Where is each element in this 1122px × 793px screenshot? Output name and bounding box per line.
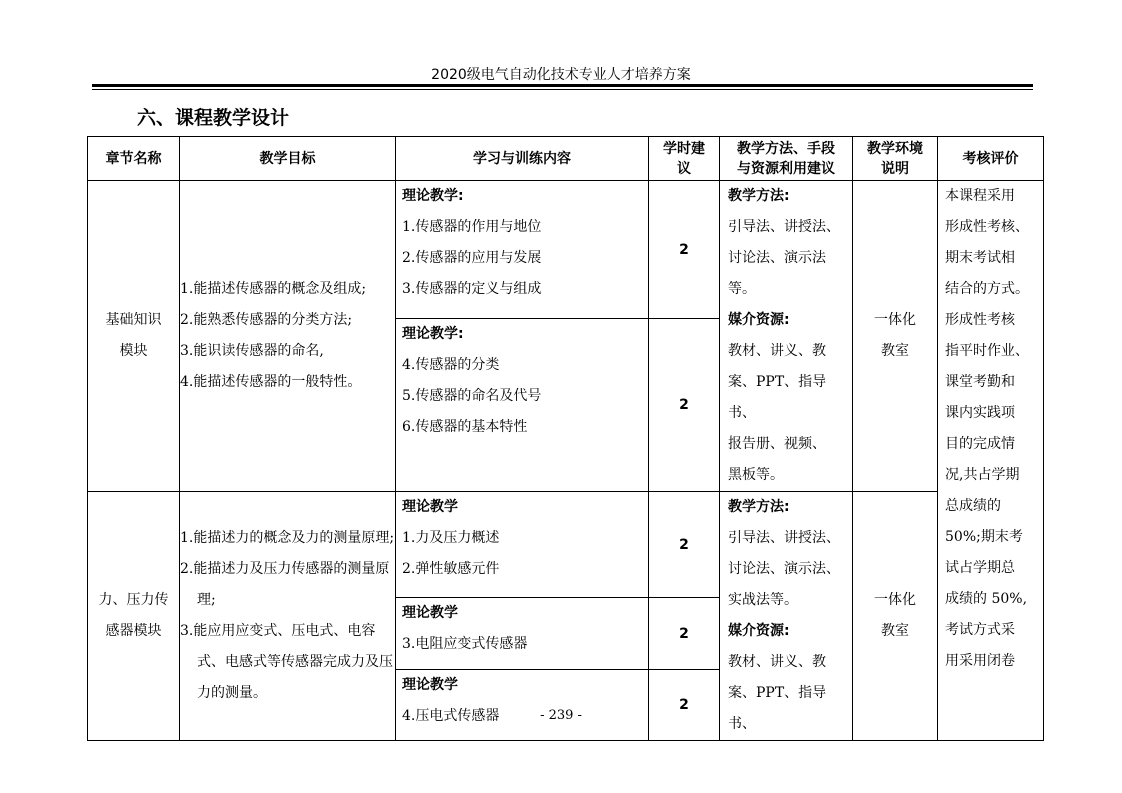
course-design-table xyxy=(87,136,1044,741)
page-number: - 239 - xyxy=(540,708,582,723)
col-chapter: 章节名称 xyxy=(88,137,180,181)
chapter-cell: 基础知识 模块 xyxy=(88,181,180,492)
table-row xyxy=(88,181,1044,319)
page-header: 2020级电气自动化技术专业人才培养方案 xyxy=(431,67,691,83)
content-cell: 理论教学 4.压电式传感器 xyxy=(396,669,649,740)
hours-cell: 2 xyxy=(649,492,720,598)
header-rule-thin xyxy=(92,89,1033,90)
content-cell: 理论教学: 1.传感器的作用与地位 2.传感器的应用与发展 3.传感器的定义与组成 xyxy=(396,181,649,319)
environment-cell: 一体化 教室 xyxy=(853,181,938,492)
content-cell: 理论教学 1.力及压力概述 2.弹性敏感元件 xyxy=(396,492,649,598)
hours-cell: 2 xyxy=(649,319,720,492)
content-cell: 理论教学 3.电阻应变式传感器 xyxy=(396,598,649,669)
hours-cell: 2 xyxy=(649,669,720,740)
environment-cell: 一体化 教室 xyxy=(853,492,938,741)
col-environment: 教学环境 说明 xyxy=(853,137,938,181)
col-hours: 学时建 议 xyxy=(649,137,720,181)
table-row xyxy=(88,492,1044,598)
content-cell: 理论教学: 4.传感器的分类 5.传感器的命名及代号 6.传感器的基本特性 xyxy=(396,319,649,492)
methods-cell: 教学方法: 引导法、讲授法、 讨论法、演示法 等。 媒介资源: 教材、讲义、教 案、PPT、指导书、 报告册、视频、 黑板等。 xyxy=(720,181,853,492)
col-content: 学习与训练内容 xyxy=(396,137,649,181)
col-goals: 教学目标 xyxy=(180,137,396,181)
chapter-cell: 力、压力传 感器模块 xyxy=(88,492,180,741)
methods-cell: 教学方法: 引导法、讲授法、 讨论法、演示法、 实战法等。 媒介资源: 教材、讲义、教 案、PPT、指导书、 xyxy=(720,492,853,741)
hours-cell: 2 xyxy=(649,181,720,319)
col-assessment: 考核评价 xyxy=(938,137,1044,181)
goals-cell: 1.能描述力的概念及力的测量原理; 2.能描述力及压力传感器的测量原理; 3.能应用应变式、压电式、电容式、电感式等传感器完成力及压力的测量。 xyxy=(180,492,396,741)
col-methods: 教学方法、手段 与资源利用建议 xyxy=(720,137,853,181)
section-title: 六、课程教学设计 xyxy=(137,107,290,129)
assessment-cell: 本课程采用 形成性考核、 期末考试相 结合的方式。 形成性考核 指平时作业、 课堂考勤和 课内实践项 目的完成情 况,共占学期 总成绩的 50%;期末考 试占学期总 成绩的 50%, 考试方式采 用采用闭卷 xyxy=(938,181,1044,741)
goals-cell: 1.能描述传感器的概念及组成; 2.能熟悉传感器的分类方法; 3.能识读传感器的命名, 4.能描述传感器的一般特性。 xyxy=(180,181,396,492)
table-header-row xyxy=(88,137,1044,181)
hours-cell: 2 xyxy=(649,598,720,669)
header-rule-thick xyxy=(92,84,1033,87)
